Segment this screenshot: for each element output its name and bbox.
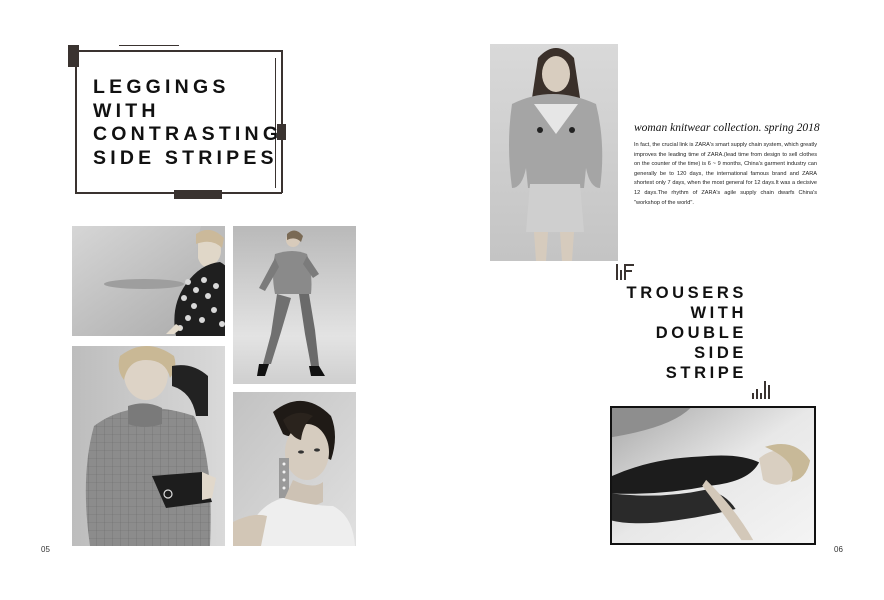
right-headline-line: SIDE [694,344,747,362]
left-headline-line: LEGGINGS [93,76,230,98]
photo-lying-model [610,406,816,545]
left-page-number: 05 [41,545,50,554]
frame-top-line [75,50,282,52]
left-headline-line: WITH [93,99,160,122]
frame-left-line [75,50,77,193]
left-headline [93,76,282,170]
photo-sequin-top [72,226,225,336]
frame-corner-block [68,45,79,67]
frame-bottom-block [174,190,222,199]
stripe-mark-icon [616,264,638,280]
body-paragraph: In fact, the crucial link is ZARA's smart supply chain system, which greatly improves the leading time of ZARA.(lead time from design to sell clothes on the counter of the time) is 6 ~ 9 months, China's garment industry can generally be to 120 days, the international famous brand and ZARA shortest only 7 days, when the most general for 12 days.It was a decisive 12 days.The rhythm of ZARA's agile supply chain dwarfs China's "workshop of the world". [634,142,817,206]
left-headline-line: SIDE STRIPES [93,146,278,169]
right-page-number: 06 [834,545,843,554]
photo-sheer-top [72,346,225,546]
photo-walking-model [233,226,356,384]
right-headline [600,283,747,383]
stripe-mark-icon [752,381,772,399]
right-headline-line: WITH [690,304,747,322]
right-headline-line: DOUBLE [655,324,747,342]
collection-subtitle: woman knitwear collection. spring 2018 [634,122,820,134]
photo-denim-jacket [490,44,618,261]
right-headline-line: STRIPE [665,364,747,382]
photo-earring-portrait [233,392,356,546]
right-headline-line: TROUSERS [626,284,747,302]
frame-accent-line [119,45,179,46]
left-headline-line: CONTRASTING [93,123,283,145]
